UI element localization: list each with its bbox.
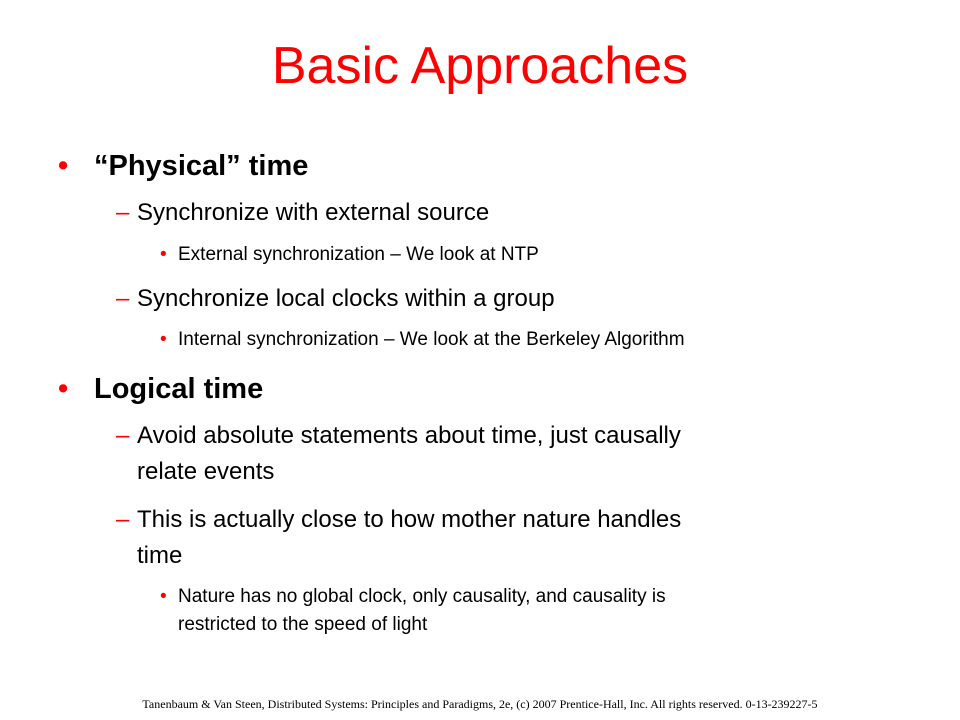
item-local-clocks: Synchronize local clocks within a group: [137, 285, 555, 312]
subitem-nature-line-1: Nature has no global clock, only causality, and causality is: [178, 586, 666, 607]
sub-bullet-icon: •: [160, 586, 167, 607]
sub-bullet-icon: •: [160, 329, 167, 350]
item-absolute-statements-line-1: Avoid absolute statements about time, just causally: [137, 422, 681, 449]
subitem-ntp: External synchronization – We look at NTP: [178, 244, 539, 265]
item-mother-nature-line-2: time: [137, 542, 183, 569]
slide-title: Basic Approaches: [271, 37, 689, 95]
section-heading-physical-time: “Physical” time: [94, 150, 309, 182]
item-mother-nature-line-1: This is actually close to how mother nature handles: [137, 506, 682, 533]
section-heading-logical-time: Logical time: [94, 373, 264, 405]
sub-bullet-icon: •: [160, 244, 167, 265]
item-external-source: Synchronize with external source: [137, 199, 490, 226]
subitem-nature-line-2: restricted to the speed of light: [178, 614, 428, 635]
dash-icon: –: [116, 199, 130, 226]
dash-icon: –: [116, 285, 130, 312]
item-absolute-statements-line-2: relate events: [137, 458, 275, 485]
bullet-icon: •: [58, 150, 69, 182]
dash-icon: –: [116, 506, 130, 533]
dash-icon: –: [116, 422, 130, 449]
subitem-berkeley: Internal synchronization – We look at the Berkeley Algorithm: [178, 329, 685, 350]
slide-footer: Tanenbaum & Van Steen, Distributed Systems: Principles and Paradigms, 2e, (c) 2007 Prentice-Hall, Inc. All rights reserved. 0-13-239227-5: [142, 697, 818, 711]
bullet-icon: •: [58, 373, 69, 405]
